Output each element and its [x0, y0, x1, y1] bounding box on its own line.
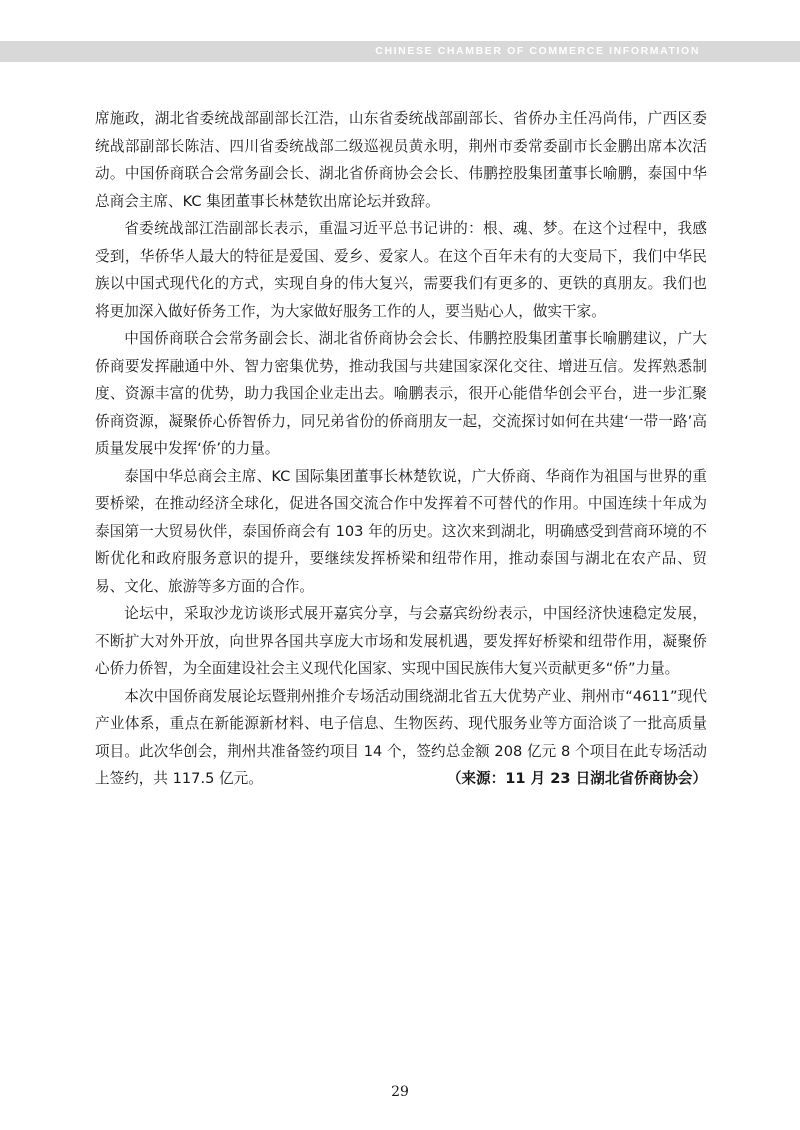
header-band [0, 41, 800, 62]
source-citation: （来源：11 月 23 日湖北省侨商协会） [446, 770, 707, 787]
article-paragraph-1: 席施政，湖北省委统战部副部长江浩，山东省委统战部副部长、省侨办主任冯尚伟，广西区委统战部副部长陈洁、四川省委统战部二级巡视员黄永明，荆州市委常委副市长金鹏出席本次活动。中国侨商联合会常务副会长、湖北省侨商协会会长、伟鹏控股集团董事长喻鹏，泰国中华总商会主席、KC 集团董事长林楚钦出席论坛并致辞。 [95, 110, 707, 210]
header-title: CHINESE CHAMBER OF COMMERCE INFORMATION [375, 45, 700, 57]
page-number: 29 [391, 1084, 409, 1100]
article-paragraph-4: 泰国中华总商会主席、KC 国际集团董事长林楚钦说，广大侨商、华商作为祖国与世界的重要桥梁，在推动经济全球化，促进各国交流合作中发挥着不可替代的作用。中国连续十年成为泰国第一大贸易伙伴，泰国侨商会有 103 年的历史。这次来到湖北，明确感受到营商环境的不断优化和政府服务意识的提升，要继续发挥桥梁和纽带作用，推动泰国与湖北在农产品、贸易、文化、旅游等多方面的合作。 [95, 467, 707, 595]
article-paragraph-6-text: 本次中国侨商发展论坛暨荆州推介专场活动围绕湖北省五大优势产业、荆州市“4611”现代产业体系，重点在新能源新材料、电子信息、生物医药、现代服务业等方面洽谈了一批高质量项目。此次华创会，荆州共准备签约项目 14 个，签约总金额 208 亿元 8 个项目在此专场活动上签约，共 117.5 亿元。 [95, 687, 707, 787]
article-paragraph-6 [95, 683, 707, 793]
article-paragraph-2: 省委统战部江浩副部长表示，重温习近平总书记讲的：根、魂、梦。在这个过程中，我感受到，华侨华人最大的特征是爱国、爱乡、爱家人。在这个百年未有的大变局下，我们中华民族以中国式现代化的方式，实现自身的伟大复兴，需要我们有更多的、更铁的真朋友。我们也将更加深入做好侨务工作，为大家做好服务工作的人，要当贴心人，做实干家。 [95, 220, 707, 320]
article-paragraph-3: 中国侨商联合会常务副会长、湖北省侨商协会会长、伟鹏控股集团董事长喻鹏建议，广大侨商要发挥融通中外、智力密集优势，推动我国与共建国家深化交往、增进互信。发挥熟悉制度、资源丰富的优势，助力我国企业走出去。喻鹏表示，很开心能借华创会平台，进一步汇聚侨商资源，凝聚侨心侨智侨力，同兄弟省份的侨商朋友一起，交流探讨如何在共建‘一带一路’高质量发展中发挥‘侨’的力量。 [95, 330, 707, 457]
article-paragraph-5: 论坛中，采取沙龙访谈形式展开嘉宾分享，与会嘉宾纷纷表示，中国经济快速稳定发展，不断扩大对外开放，向世界各国共享庞大市场和发展机遇，要发挥好桥梁和纽带作用，凝聚侨心侨力侨智，为全面建设社会主义现代化国家、实现中国民族伟大复兴贡献更多“侨”力量。 [95, 605, 707, 677]
article-body [95, 105, 707, 793]
